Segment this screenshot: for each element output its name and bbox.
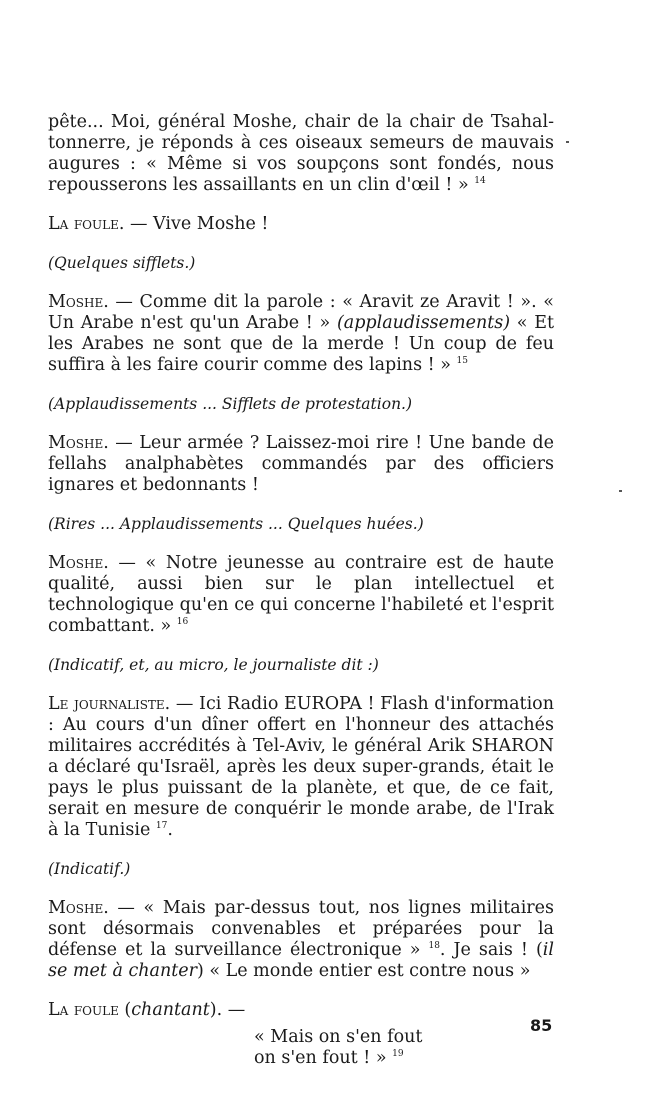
stage-direction-1: (Quelques sifflets.) <box>48 254 196 272</box>
inline-direction: chantant <box>131 1000 210 1020</box>
paragraph-text: — « Mais par-dessus tout, nos lignes militaires sont désormais convenables et préparées pour la défense et la surveillance électronique » <box>48 898 554 960</box>
paragraph-text: pête... Moi, général Moshe, chair de la chair de Tsahal-tonnerre, je réponds à ces oiseaux semeurs de mauvais augures : « Même si vos soupçons sont fondés, nous repousserons les assaillants en un clin d'œil ! » <box>48 112 554 195</box>
paragraph-text: — Vive Moshe ! <box>124 214 269 234</box>
paragraph-text: — Comme dit la parole : « Aravit ze Aravit ! ». « Un Arabe n'est qu'un Arabe ! » <box>48 292 554 333</box>
paragraph-text: « Et les Arabes ne sont que de la merde ! Un coup de feu suffira à les faire courir comme des lapins ! » <box>48 313 555 375</box>
stage-direction-5: (Indicatif.) <box>48 860 131 878</box>
paragraph-text: — Ici Radio EUROPA ! Flash d'information : Au cours d'un dîner offert en l'honneur des attachés militaires accrédités à Tel-Aviv, le général Arik SHARON a déclaré qu'Israël, après les deux super-grands, était le pays le plus puissant de la planète, et que, de ce fait, serait en mesure de conquérir le monde arabe, de l'Irak à la Tunisie <box>48 694 554 840</box>
speaker-name: Moshe. <box>48 433 109 453</box>
speaker-name: La foule. <box>48 214 125 234</box>
speaker-name: Moshe. <box>48 898 109 918</box>
paragraph-3 <box>48 292 554 376</box>
song-line: « Mais on s'en fout <box>254 1027 423 1047</box>
stage-direction-2: (Applaudissements ... Sifflets de protestation.) <box>48 395 413 413</box>
paragraph-2 <box>48 214 554 235</box>
page-body <box>48 112 554 1069</box>
stage-direction-4: (Indicatif, et, au micro, le journaliste dit :) <box>48 656 379 674</box>
scan-speck <box>619 490 622 492</box>
footnote-ref: 15 <box>456 356 468 367</box>
footnote-ref: 18 <box>428 941 440 952</box>
footnote-ref: 17 <box>155 821 168 832</box>
stage-direction-3: (Rires ... Applaudissements ... Quelques huées.) <box>48 515 424 533</box>
song-verse <box>254 1027 554 1069</box>
inline-direction: (applaudissements) <box>336 313 511 333</box>
speaker-name: La foule <box>48 1000 119 1020</box>
paragraph-text: . Je sais ! ( <box>439 940 543 960</box>
footnote-ref: 19 <box>392 1049 404 1060</box>
paragraph-6 <box>48 694 554 841</box>
inline-direction: il se met à chanter <box>48 940 554 981</box>
paragraph-text: ). — <box>209 1000 246 1020</box>
paragraph-5 <box>48 553 554 637</box>
paragraph-text: ) « Le monde entier est contre nous » <box>196 961 531 981</box>
paragraph-1 <box>48 112 554 196</box>
paragraph-text: . <box>167 820 173 840</box>
paragraph-text: ( <box>118 1000 132 1020</box>
speaker-name: Le journaliste. <box>48 694 171 714</box>
paragraph-7 <box>48 898 554 982</box>
scan-speck <box>566 141 569 143</box>
footnote-ref: 16 <box>176 617 189 628</box>
paragraph-text: — Leur armée ? Laissez-moi rire ! Une bande de fellahs analphabètes commandés par des officiers ignares et bedonnants ! <box>48 433 554 495</box>
paragraph-8 <box>48 1000 554 1021</box>
paragraph-4 <box>48 433 554 496</box>
speaker-name: Moshe. <box>48 553 109 573</box>
page-number: 85 <box>530 1016 553 1035</box>
paragraph-text: — « Notre jeunesse au contraire est de haute qualité, aussi bien sur le plan intellectuel et technologique qu'en ce qui concerne l'habileté et l'esprit combattant. » <box>48 553 554 636</box>
song-line-text: on s'en fout ! » <box>254 1048 387 1068</box>
speaker-name: Moshe. <box>48 292 109 312</box>
song-line <box>254 1048 554 1069</box>
footnote-ref: 14 <box>474 176 486 187</box>
